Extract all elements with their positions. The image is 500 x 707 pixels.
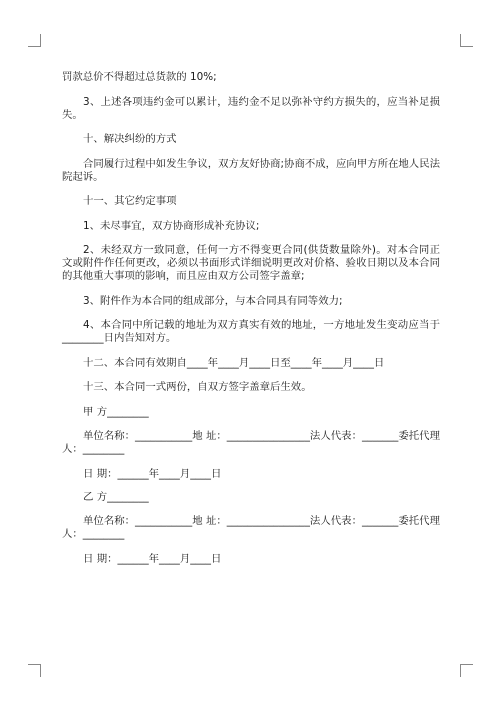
crop-mark-top-right bbox=[460, 34, 473, 47]
section-copies: 十三、本合同一式两份，自双方签字盖章后生效。 bbox=[83, 381, 312, 393]
party-a-label: 甲 方________ bbox=[83, 405, 149, 418]
other-clause-3: 3、附件作为本合同的组成部分，与本合同具有同等效力; bbox=[83, 294, 343, 307]
other-clause-2: 2、未经双方一致同意，任何一方不得变更合同(供货数量除外)。对本合同正文或附件作任何更改，必须以书面形式详细说明更改对价格、验收日期以及本合同的其他重大事项的影响，而且应由双方公司签字盖章; bbox=[62, 244, 440, 282]
party-a-details: 单位名称：___________地 址：________________法人代表：_______委托代理人：________ bbox=[62, 430, 440, 455]
cumulative-penalty-clause: 3、上述各项违约金可以累计，违约金不足以弥补守约方损失的，应当补足损失。 bbox=[62, 95, 440, 121]
section-heading-dispute: 十、解决纠纷的方式 bbox=[83, 133, 177, 145]
other-clause-1: 1、未尽事宜，双方协商形成补充协议; bbox=[83, 219, 260, 232]
penalty-cap-clause: 罚款总价不得超过总货款的 10%; bbox=[62, 71, 217, 83]
party-b-date: 日 期：______年____月____日 bbox=[83, 552, 222, 565]
dispute-clause: 合同履行过程中如发生争议，双方友好协商;协商不成，应向甲方所在地人民法院起诉。 bbox=[62, 157, 440, 183]
party-b-label: 乙 方________ bbox=[83, 490, 149, 503]
party-a-date: 日 期：______年____月____日 bbox=[83, 467, 222, 480]
party-b-details: 单位名称：___________地 址：________________法人代表：_______委托代理人：________ bbox=[62, 515, 440, 540]
crop-mark-top-left bbox=[28, 34, 41, 47]
document-body bbox=[62, 71, 440, 566]
crop-mark-bottom-right bbox=[460, 664, 473, 677]
section-validity-period: 十二、本合同有效期自____年____月____日至____年____月____日 bbox=[83, 356, 385, 369]
section-heading-other: 十一、其它约定事项 bbox=[83, 195, 177, 207]
other-clause-4: 4、本合同中所记载的地址为双方真实有效的地址，一方地址发生变动应当于________日内告知对方。 bbox=[62, 319, 440, 344]
crop-mark-bottom-left bbox=[28, 664, 41, 677]
